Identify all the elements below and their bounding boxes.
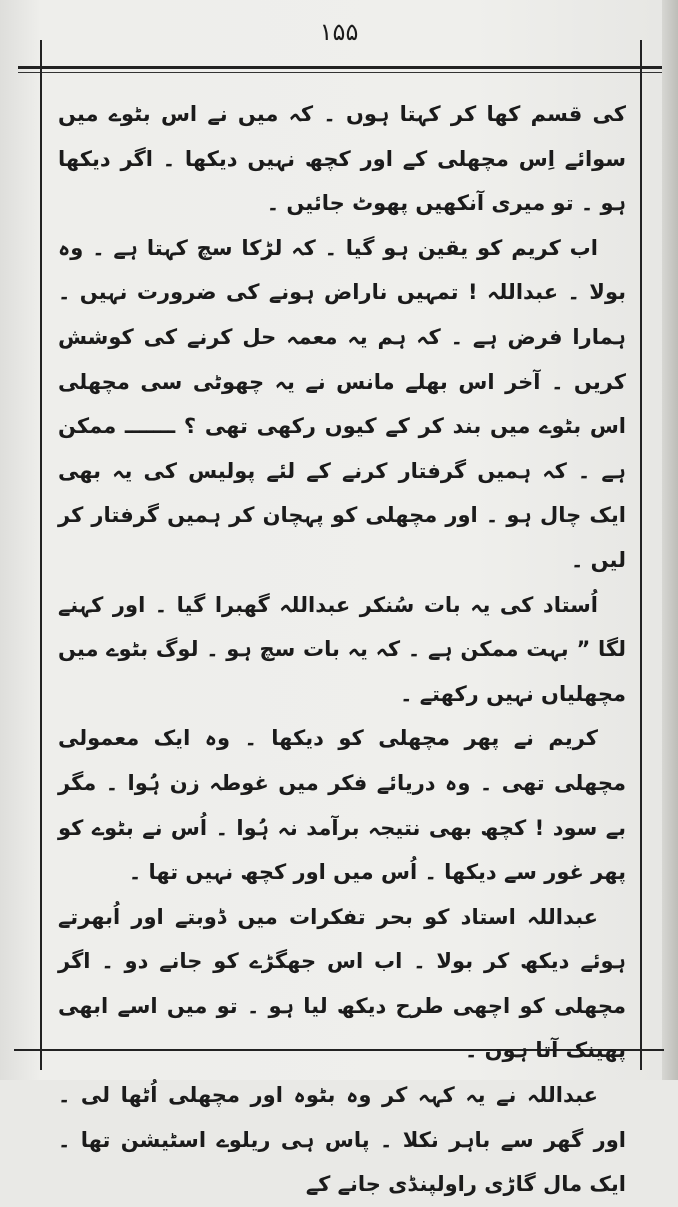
page-number: ۱۵۵ xyxy=(319,18,359,46)
paragraph-5: عبداللہ استاد کو بحر تفکرات میں ڈوبتے اور اُبھرتے ہوئے دیکھ کر بولا ۔ اب اس جھگڑے کو جانے دو ۔ اگر مچھلی کو اچھی طرح دیکھ لیا ہو ۔ تو میں اسے ابھی پھینک آتا ہوں ۔ xyxy=(58,904,626,1063)
frame-top-rule-inner xyxy=(18,72,662,73)
urdu-text-body xyxy=(58,92,626,1207)
frame-left-rule xyxy=(40,40,42,1070)
paragraph-1: کی قسم کھا کر کہتا ہوں ۔ کہ میں نے اس بٹوے میں سوائے اِس مچھلی کے اور کچھ نہیں دیکھا ۔ اگر دیکھا ہو ۔ تو میری آنکھیں پھوٹ جائیں ۔ xyxy=(58,102,626,216)
page-binding-edge xyxy=(662,0,678,1080)
paragraph-6: عبداللہ نے یہ کہہ کر وہ بٹوہ اور مچھلی اُٹھا لی ۔ اور گھر سے باہر نکلا ۔ پاس ہی ریلوے اسٹیشن تھا ۔ ایک مال گاڑی راولپنڈی جانے کے xyxy=(58,1083,626,1197)
paragraph-4: کریم نے پھر مچھلی کو دیکھا ۔ وہ ایک معمولی مچھلی تھی ۔ وہ دریائے فکر میں غوطہ زن ہُوا ۔ مگر بے سود ! کچھ بھی نتیجہ برآمد نہ ہُوا ۔ اُس نے بٹوے کو پھر غور سے دیکھا ۔ اُس میں اور کچھ نہیں تھا ۔ xyxy=(58,726,626,885)
paragraph-3: اُستاد کی یہ بات سُنکر عبداللہ گھبرا گیا ۔ اور کہنے لگا ” بہت ممکن ہے ۔ کہ یہ بات سچ ہو ۔ لوگ بٹوے میں مچھلیاں نہیں رکھتے ۔ xyxy=(58,592,626,706)
frame-right-rule xyxy=(640,40,642,1070)
paragraph-2: اب کریم کو یقین ہو گیا ۔ کہ لڑکا سچ کہتا ہے ۔ وہ بولا ۔ عبداللہ ! تمہیں ناراض ہونے کی ضرورت نہیں ۔ ہمارا فرض ہے ۔ کہ ہم یہ معمہ حل کرنے کی کوشش کریں ۔ آخر اس بھلے مانس نے یہ چھوٹی سی مچھلی اس بٹوے میں بند کر کے کیوں رکھی تھی ؟ ـــــــ ممکن ہے ۔ کہ ہمیں گرفتار کرنے کے لئے پولیس کی یہ بھی ایک چال ہو ۔ اور مچھلی کو پہچان کر ہمیں گرفتار کر لیں ۔ xyxy=(58,235,626,572)
frame-top-rule xyxy=(18,66,662,69)
